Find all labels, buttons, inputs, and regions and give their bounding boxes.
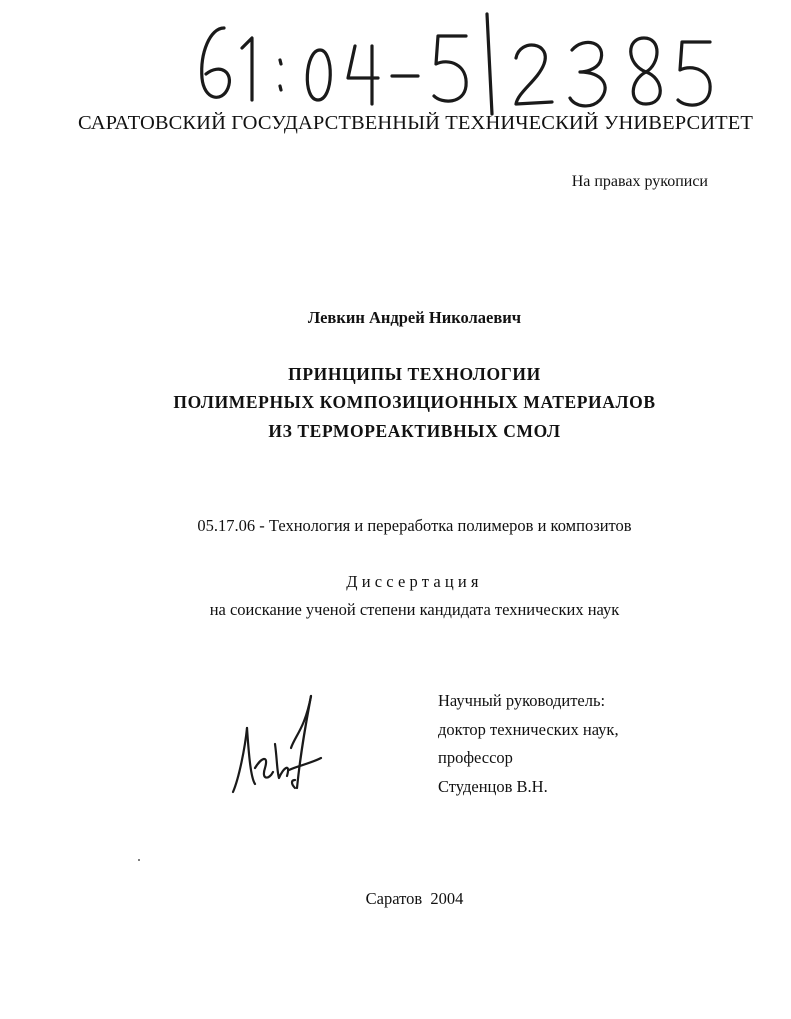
title-line-1: ПРИНЦИПЫ ТЕХНОЛОГИИ bbox=[288, 364, 541, 384]
city: Саратов bbox=[365, 889, 423, 908]
specialty-code: 05.17.06 - Технология и переработка полимеров и композитов bbox=[197, 516, 632, 535]
degree-statement: на соискание ученой степени кандидата технических наук bbox=[209, 600, 620, 619]
year: 2004 bbox=[430, 889, 464, 908]
scientific-advisor-block bbox=[438, 687, 619, 801]
title-line-3: ИЗ ТЕРМОРЕАКТИВНЫХ СМОЛ bbox=[268, 421, 561, 441]
advisor-name: Студенцов В.Н. bbox=[438, 776, 548, 796]
author-signature bbox=[225, 688, 325, 798]
scan-speck bbox=[138, 859, 140, 861]
advisor-position: профессор bbox=[438, 748, 513, 767]
handwritten-stamp-number bbox=[180, 8, 720, 118]
advisor-label: Научный руководитель: bbox=[438, 691, 606, 710]
title-line-2: ПОЛИМЕРНЫХ КОМПОЗИЦИОННЫХ МАТЕРИАЛОВ bbox=[173, 392, 656, 412]
advisor-degree: доктор технических наук, bbox=[438, 719, 619, 739]
handwritten-number-text bbox=[180, 8, 720, 118]
signature-drawing bbox=[225, 688, 325, 798]
city-year bbox=[0, 889, 791, 909]
dissertation-type: Диссертация bbox=[346, 572, 483, 591]
manuscript-note: На правах рукописи bbox=[571, 173, 708, 190]
university-name: САРАТОВСКИЙ ГОСУДАРСТВЕННЫЙ ТЕХНИЧЕСКИЙ УНИВЕРСИТЕТ bbox=[77, 112, 754, 134]
author-name: Левкин Андрей Николаевич bbox=[307, 308, 522, 327]
